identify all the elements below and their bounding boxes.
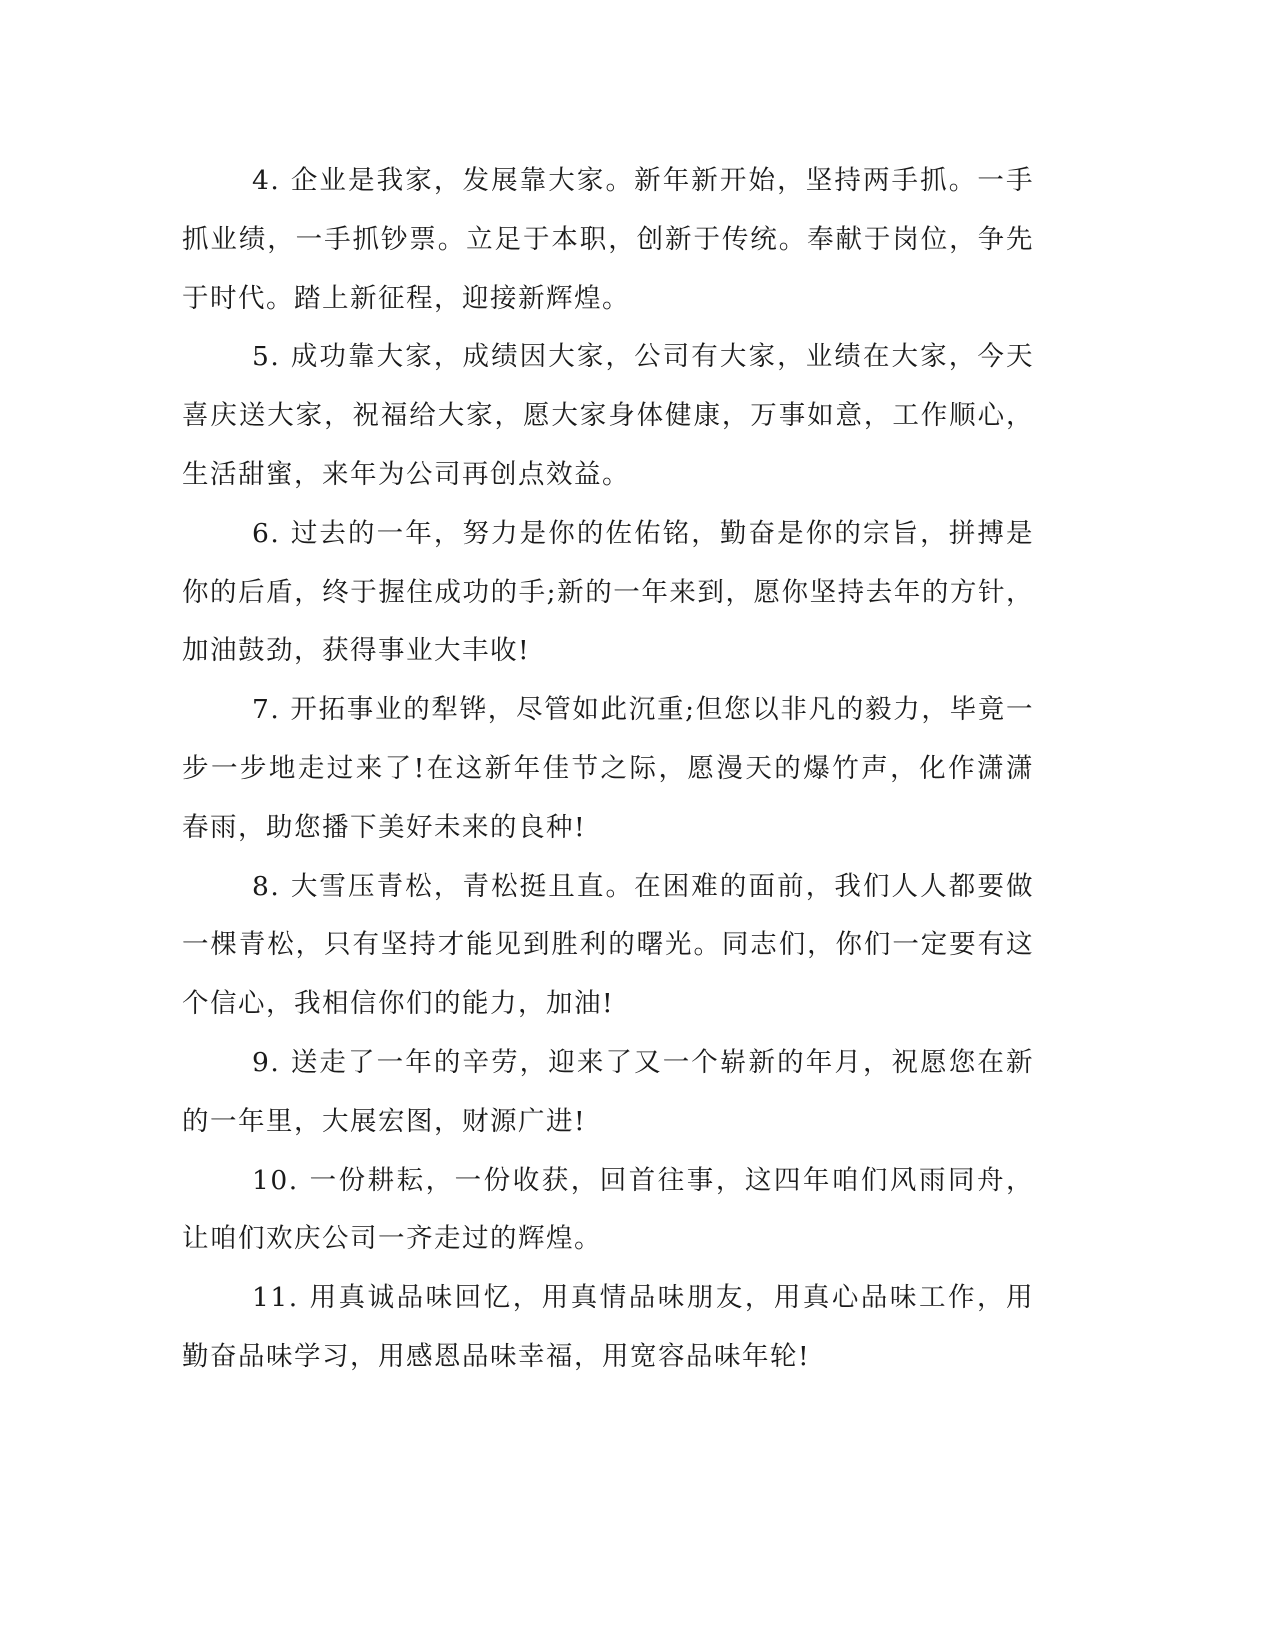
paragraph-5: 5. 成功靠大家，成绩因大家，公司有大家，业绩在大家，今天喜庆送大家，祝福给大家，愿大家身体健康，万事如意，工作顺心，生活甜蜜，来年为公司再创点效益。: [182, 341, 1034, 490]
paragraph-10: 10. 一份耕耘，一份收获，回首往事，这四年咱们风雨同舟，让咱们欢庆公司一齐走过的辉煌。: [182, 1164, 1034, 1255]
paragraph-11: 11. 用真诚品味回忆，用真情品味朋友，用真心品味工作，用勤奋品味学习，用感恩品味幸福，用宽容品味年轮!: [182, 1282, 1034, 1372]
paragraph-4: 4. 企业是我家，发展靠大家。新年新开始，坚持两手抓。一手抓业绩，一手抓钞票。立足于本职，创新于传统。奉献于岗位，争先于时代。踏上新征程，迎接新辉煌。: [182, 165, 1034, 314]
document-body: [182, 152, 1034, 1387]
paragraph-6: 6. 过去的一年，努力是你的佐佑铭，勤奋是你的宗旨，拼搏是你的后盾，终于握住成功的手;新的一年来到，愿你坚持去年的方针，加油鼓劲，获得事业大丰收!: [182, 517, 1034, 667]
paragraph-9: 9. 送走了一年的辛劳，迎来了又一个崭新的年月，祝愿您在新的一年里，大展宏图，财源广进!: [182, 1046, 1034, 1137]
paragraph-8: 8. 大雪压青松，青松挺且直。在困难的面前，我们人人都要做一棵青松，只有坚持才能见到胜利的曙光。同志们，你们一定要有这个信心，我相信你们的能力，加油!: [182, 870, 1034, 1020]
paragraph-7: 7. 开拓事业的犁铧，尽管如此沉重;但您以非凡的毅力，毕竟一步一步地走过来了!在这新年佳节之际，愿漫天的爆竹声，化作潇潇春雨，助您播下美好未来的良种!: [182, 694, 1034, 843]
